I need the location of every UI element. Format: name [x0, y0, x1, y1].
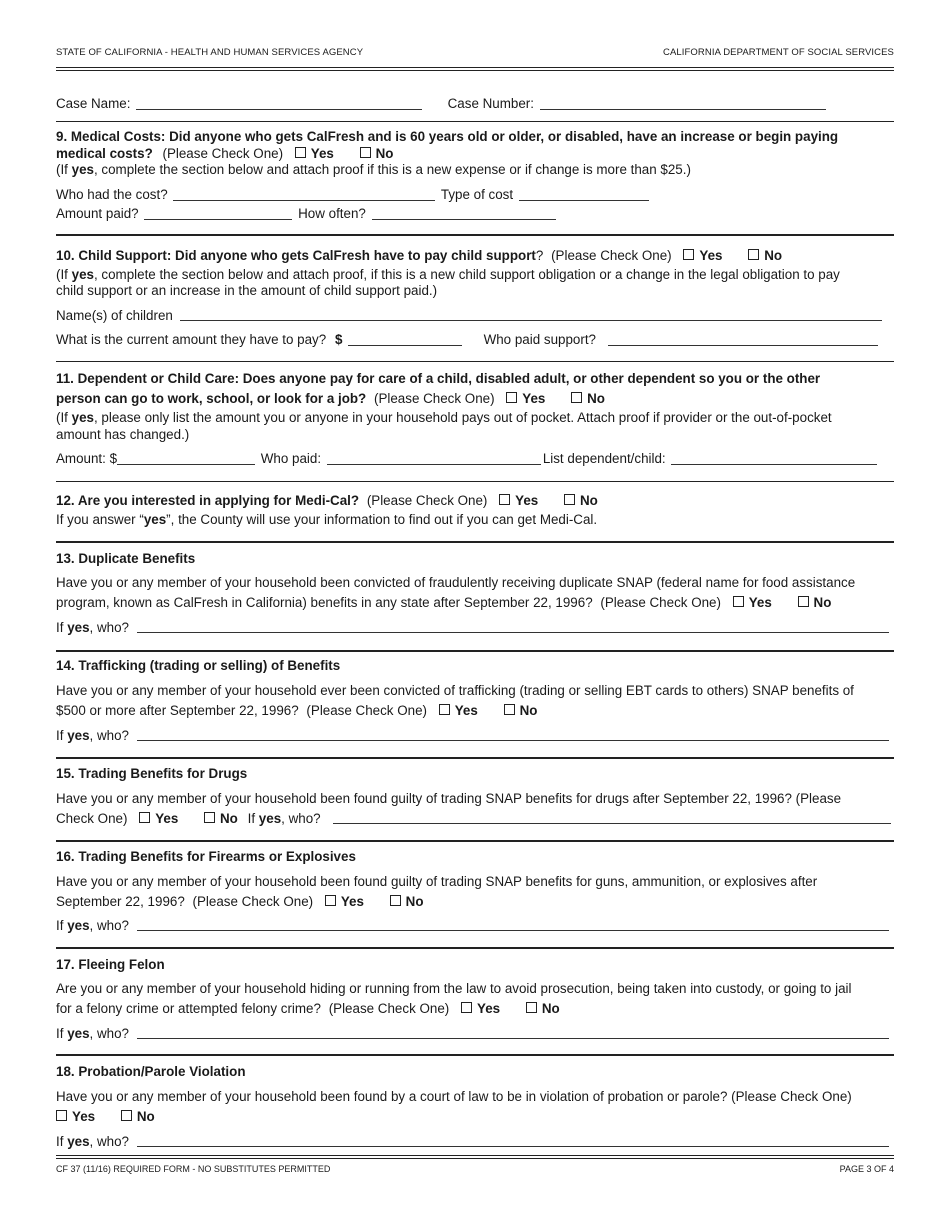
- q15-yes-checkbox[interactable]: [139, 812, 150, 823]
- q16-who-line: If yes, who?: [56, 918, 894, 934]
- header-divider: [56, 67, 894, 71]
- q13-line1: Have you or any member of your household been convicted of fraudulently receiving duplicate SNAP (federal name for food assistance: [56, 575, 856, 590]
- divider: [56, 121, 894, 122]
- q13-line2: program, known as CalFresh in California) benefits in any state after September 22, 1996? (Please Check One) Yes No: [56, 595, 832, 610]
- q17-who-line: If yes, who?: [56, 1026, 894, 1042]
- q14-who-field[interactable]: [137, 728, 889, 741]
- q9-amount-field[interactable]: [144, 207, 292, 220]
- q18-who-field[interactable]: [137, 1134, 889, 1147]
- q18-no-checkbox[interactable]: [121, 1110, 132, 1121]
- q10-amount-field[interactable]: [348, 333, 462, 346]
- q11-who-paid-field[interactable]: [327, 452, 541, 465]
- q16-line2: September 22, 1996? (Please Check One) Yes No: [56, 894, 424, 909]
- q14-line2: $500 or more after September 22, 1996? (Please Check One) Yes No: [56, 703, 538, 718]
- divider: [56, 361, 894, 362]
- q11-question: 11. Dependent or Child Care: Does anyone pay for care of a child, disabled adult, or other dependent so you or the other: [56, 371, 821, 386]
- q13-yes-checkbox[interactable]: [733, 596, 744, 607]
- q9-question-line2: medical costs? (Please Check One) Yes No: [56, 146, 394, 161]
- q14-line1: Have you or any member of your household ever been convicted of trafficking (trading or selling EBT cards to others) SNAP benefits of: [56, 683, 854, 698]
- q13-no-checkbox[interactable]: [798, 596, 809, 607]
- q13-who-field[interactable]: [137, 620, 889, 633]
- case-line: [56, 96, 894, 112]
- q15-line1: Have you or any member of your household been found guilty of trading SNAP benefits for drugs after September 22, 1996? (Please: [56, 791, 842, 806]
- divider: [56, 541, 894, 543]
- q9-often-field[interactable]: [372, 207, 556, 220]
- q9-type-field[interactable]: [519, 188, 649, 201]
- q14-who-line: If yes, who?: [56, 728, 894, 744]
- q18-line1: Have you or any member of your household been found by a court of law to be in violation of probation or parole? (Please Check One): [56, 1089, 852, 1104]
- q12-question: 12. Are you interested in applying for Medi-Cal? (Please Check One) Yes No: [56, 493, 598, 508]
- q10-note-line2: child support or an increase in the amount of child support paid.): [56, 283, 438, 298]
- page-number: PAGE 3 OF 4: [839, 1164, 894, 1174]
- q11-dependent-field[interactable]: [671, 452, 877, 465]
- q12-yes-checkbox[interactable]: [499, 494, 510, 505]
- q16-no-checkbox[interactable]: [390, 895, 401, 906]
- case-name-field[interactable]: [136, 97, 422, 110]
- q9-no-checkbox[interactable]: [360, 147, 371, 158]
- q17-no-checkbox[interactable]: [526, 1002, 537, 1013]
- q15-no-checkbox[interactable]: [204, 812, 215, 823]
- divider: [56, 650, 894, 652]
- q9-note: (If yes, complete the section below and attach proof if this is a new expense or if change is more than $25.): [56, 162, 691, 177]
- q14-yes-checkbox[interactable]: [439, 704, 450, 715]
- divider: [56, 481, 894, 482]
- q14-no-checkbox[interactable]: [504, 704, 515, 715]
- q9-question: 9. Medical Costs: Did anyone who gets CalFresh and is 60 years old or older, or disabled, have an increase or begin paying: [56, 129, 839, 144]
- q17-who-field[interactable]: [137, 1026, 889, 1039]
- q17-yes-checkbox[interactable]: [461, 1002, 472, 1013]
- q9-amount-line: Amount paid? How often?: [56, 206, 894, 222]
- agency-name: STATE OF CALIFORNIA - HEALTH AND HUMAN SERVICES AGENCY: [56, 47, 364, 58]
- q14-title: 14. Trafficking (trading or selling) of Benefits: [56, 658, 341, 673]
- q10-children-field[interactable]: [180, 308, 882, 321]
- q16-title: 16. Trading Benefits for Firearms or Explosives: [56, 849, 356, 864]
- q10-who-paid-field[interactable]: [608, 333, 878, 346]
- q9-who-line: Who had the cost? Type of cost: [56, 187, 894, 203]
- q10-no-checkbox[interactable]: [748, 249, 759, 260]
- divider: [56, 840, 894, 842]
- q11-question-line2: person can go to work, school, or look for a job? (Please Check One) Yes No: [56, 391, 605, 406]
- q13-who-line: If yes, who?: [56, 620, 894, 636]
- q13-title: 13. Duplicate Benefits: [56, 551, 196, 566]
- divider: [56, 234, 894, 236]
- form-id: CF 37 (11/16) REQUIRED FORM - NO SUBSTITUTES PERMITTED: [56, 1164, 331, 1174]
- q16-line1: Have you or any member of your household been found guilty of trading SNAP benefits for guns, ammunition, or explosives after: [56, 874, 818, 889]
- q11-amount-line: Amount: $ Who paid: List dependent/child:: [56, 451, 894, 467]
- q15-who-field[interactable]: [333, 811, 891, 824]
- q11-note: (If yes, please only list the amount you or anyone in your household pays out of pocket. Attach proof if provider or the out-of-pocket: [56, 410, 832, 425]
- q10-current-line: What is the current amount they have to pay? $ Who paid support?: [56, 332, 894, 348]
- footer-divider: [56, 1155, 894, 1159]
- q16-who-field[interactable]: [137, 918, 889, 931]
- q11-no-checkbox[interactable]: [571, 392, 582, 403]
- q17-line1: Are you or any member of your household hiding or running from the law to avoid prosecution, being taken into custody, or going to jail: [56, 981, 852, 996]
- q12-answer-note: If you answer “yes”, the County will use your information to find out if you can get Medi-Cal.: [56, 512, 598, 527]
- q10-yes-checkbox[interactable]: [683, 249, 694, 260]
- divider: [56, 947, 894, 949]
- q10-children-line: Name(s) of children: [56, 308, 894, 324]
- q12-no-checkbox[interactable]: [564, 494, 575, 505]
- q18-options: Yes No: [48, 1109, 886, 1125]
- q10-note: (If yes, complete the section below and attach proof, if this is a new child support obligation or a change in the legal obligation to pay: [56, 267, 840, 282]
- q17-line2: for a felony crime or attempted felony crime? (Please Check One) Yes No: [56, 1001, 560, 1016]
- q15-title: 15. Trading Benefits for Drugs: [56, 766, 248, 781]
- q18-title: 18. Probation/Parole Violation: [56, 1064, 246, 1079]
- q11-yes-checkbox[interactable]: [506, 392, 517, 403]
- case-number-label: Case Number:: [447, 96, 534, 111]
- divider: [56, 1054, 894, 1056]
- q11-amount-field[interactable]: [117, 452, 255, 465]
- q16-yes-checkbox[interactable]: [325, 895, 336, 906]
- q9-who-field[interactable]: [173, 188, 435, 201]
- department-name: CALIFORNIA DEPARTMENT OF SOCIAL SERVICES: [663, 47, 894, 58]
- divider: [56, 757, 894, 759]
- q9-yes-checkbox[interactable]: [295, 147, 306, 158]
- q10-question: 10. Child Support: Did anyone who gets CalFresh have to pay child support? (Please Check One) Yes No: [56, 248, 783, 263]
- case-number-field[interactable]: [540, 97, 826, 110]
- q17-title: 17. Fleeing Felon: [56, 957, 165, 972]
- q18-who-line: If yes, who?: [56, 1134, 894, 1150]
- q11-note-line2: amount has changed.): [56, 427, 190, 442]
- q18-yes-checkbox[interactable]: [56, 1110, 67, 1121]
- q15-line2: Check One) Yes No If yes, who?: [56, 811, 894, 827]
- case-name-label: Case Name:: [56, 96, 131, 111]
